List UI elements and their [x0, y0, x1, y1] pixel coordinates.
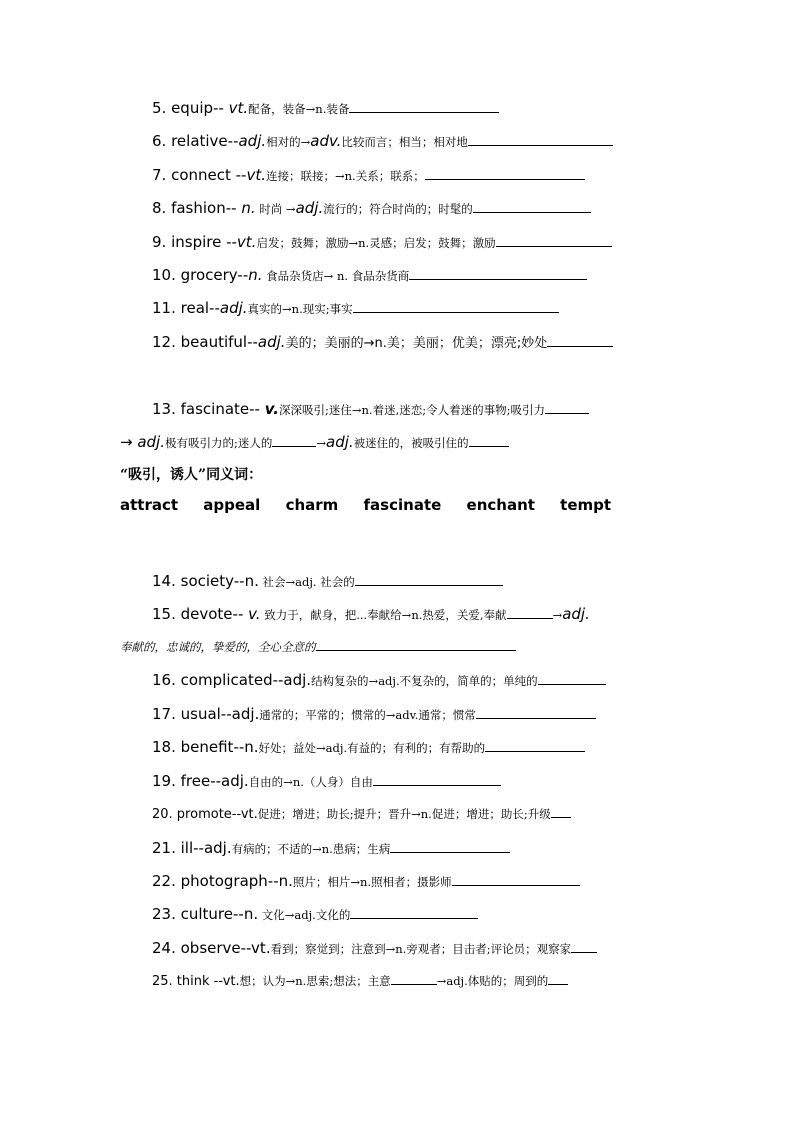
- entry-gloss-2: 流行的；符合时尚的；时髦的: [323, 202, 473, 216]
- synonym-word: appeal: [203, 496, 261, 514]
- entry-gloss: 有病的；不适的→n.患病；生病: [231, 842, 391, 856]
- synonym-word: charm: [285, 496, 339, 514]
- entry-benefit: [152, 737, 585, 758]
- answer-blank[interactable]: [425, 167, 585, 180]
- answer-blank[interactable]: [272, 434, 316, 447]
- entry-head: 5. equip--: [152, 99, 229, 117]
- entry-head: 17. usual--adj.: [152, 705, 260, 723]
- entry-head: 13. fascinate--: [152, 400, 265, 418]
- entry-head: 7. connect --: [152, 166, 247, 184]
- entry-pos: n.: [241, 199, 256, 217]
- entry-gloss: 极有吸引力的;迷人的: [165, 436, 273, 450]
- entry-gloss: 相对的→: [266, 135, 311, 149]
- entry-head: 16. complicated--adj.: [152, 671, 312, 689]
- entry-head: 11. real--: [152, 299, 220, 317]
- entry-gloss: 时尚 →: [255, 202, 296, 216]
- answer-blank[interactable]: [507, 606, 553, 619]
- answer-blank[interactable]: [476, 706, 596, 719]
- entry-gloss-2: 被迷住的，被吸引住的: [353, 436, 469, 450]
- entry-free: [152, 771, 501, 792]
- entry-fashion: [152, 198, 591, 219]
- entry-head: 12. beautiful--: [152, 333, 258, 351]
- entry-culture: [152, 904, 478, 925]
- entry-grocery: [152, 265, 587, 286]
- answer-blank[interactable]: [473, 200, 591, 213]
- answer-blank[interactable]: [547, 334, 613, 347]
- answer-blank[interactable]: [496, 234, 612, 247]
- entry-gloss: 配备，装备→n.装备: [248, 102, 350, 116]
- answer-blank[interactable]: [469, 434, 509, 447]
- entry-head: 22. photograph--n.: [152, 872, 293, 890]
- entry-gloss: 想；认为→n.思索;想法；主意: [239, 974, 391, 988]
- entry-pos: adj.: [219, 299, 248, 317]
- entry-gloss: 照片；相片→n.照相者；摄影师: [292, 875, 452, 889]
- answer-blank[interactable]: [485, 739, 585, 752]
- entry-head: 6. relative--: [152, 132, 239, 150]
- entry-real: [152, 298, 559, 319]
- entry-gloss-2: 比较而言；相当；相对地: [341, 135, 468, 149]
- entry-gloss: 看到；察觉到；注意到→n.旁观者；目击者;评论员；观察家: [270, 942, 572, 956]
- entry-connect: [152, 165, 585, 186]
- entry-head: →: [120, 433, 138, 451]
- answer-blank[interactable]: [316, 638, 516, 651]
- entry-promote: [152, 804, 571, 825]
- entry-gloss: 通常的；平常的；惯常的→adv.通常；惯常: [259, 708, 476, 722]
- entry-observe: [152, 938, 597, 959]
- entry-head: 25. think --vt.: [152, 974, 240, 989]
- entry-pos: adj.: [137, 433, 165, 451]
- entry-head: 18. benefit--n.: [152, 738, 259, 756]
- answer-blank[interactable]: [353, 300, 559, 313]
- answer-blank[interactable]: [391, 972, 437, 985]
- entry-relative: [152, 131, 613, 152]
- entry-gloss: 食品杂货店→ n. 食品杂货商: [262, 269, 410, 283]
- entry-gloss-2: →adj.体贴的；周到的: [436, 974, 549, 988]
- entry-head: 8. fashion--: [152, 199, 242, 217]
- entry-pos-2: adj.: [326, 433, 354, 451]
- synonym-word: attract: [120, 496, 179, 514]
- entry-gloss: 结构复杂的→adj.不复杂的，简单的；单纯的: [311, 674, 538, 688]
- entry-pos: v.: [248, 605, 261, 623]
- synonym-title: “吸引，诱人”同义词：: [120, 467, 263, 483]
- answer-blank[interactable]: [452, 873, 580, 886]
- entry-equip: [152, 98, 499, 119]
- entry-devote-cont: [120, 637, 516, 657]
- entry-head: 24. observe--vt.: [152, 939, 271, 957]
- entry-head: 15. devote--: [152, 605, 249, 623]
- entry-gloss: 深深吸引;迷住→n.着迷,迷恋;令人着迷的事物;吸引力: [279, 403, 545, 417]
- answer-blank[interactable]: [571, 940, 597, 953]
- synonym-list: [120, 496, 631, 514]
- entry-think: [152, 971, 568, 992]
- synonym-word: enchant: [466, 496, 535, 514]
- entry-gloss: 真实的→n.现实;事实: [247, 302, 353, 316]
- entry-gloss: 奉献的，忠诚的，挚爱的，全心全意的: [120, 640, 316, 654]
- entry-pos: adj.: [238, 132, 267, 150]
- entry-head: 9. inspire --: [152, 233, 237, 251]
- answer-blank[interactable]: [538, 672, 606, 685]
- answer-blank[interactable]: [350, 906, 478, 919]
- entry-gloss: 文化→adj.文化的: [258, 908, 351, 922]
- synonym-word: tempt: [560, 496, 612, 514]
- entry-gloss: 致力于，献身，把...奉献给→n.热爱，关爱,奉献: [260, 608, 507, 622]
- entry-pos: adj.: [257, 333, 286, 351]
- answer-blank[interactable]: [468, 133, 613, 146]
- entry-photograph: [152, 871, 580, 892]
- entry-complicated: [152, 670, 606, 691]
- answer-blank[interactable]: [409, 267, 587, 280]
- entry-gloss: 社会→adj. 社会的: [258, 575, 355, 589]
- entry-devote: 15. devote-- v. 致力于，献身，把...奉献给→n.热爱，关爱,奉献 →adj.: [152, 605, 590, 623]
- entry-usual: [152, 704, 596, 725]
- entry-pos-2: adv.: [310, 132, 342, 150]
- entry-pos: vt.: [228, 99, 249, 117]
- entry-head: 14. society--n.: [152, 572, 259, 590]
- entry-pos-2: adj.: [562, 605, 590, 623]
- entry-beautiful: [152, 332, 613, 354]
- entry-pos: vt.: [246, 166, 266, 184]
- entry-gloss: 美的；美丽的→n.美；美丽；优美；漂亮;妙处: [285, 336, 548, 351]
- answer-blank[interactable]: [551, 805, 571, 818]
- answer-blank[interactable]: [349, 100, 499, 113]
- entry-head: 10. grocery--: [152, 266, 249, 284]
- entry-head: 20. promote--vt.: [152, 807, 258, 822]
- entry-head: 19. free--adj.: [152, 772, 249, 790]
- entry-society: [152, 571, 503, 592]
- entry-ill: [152, 838, 510, 859]
- answer-blank[interactable]: [373, 773, 501, 786]
- entry-head: 21. ill--adj.: [152, 839, 232, 857]
- answer-blank[interactable]: [545, 401, 589, 414]
- entry-gloss: 自由的→n.（人身）自由: [248, 775, 373, 789]
- entry-pos: n.: [248, 266, 263, 284]
- entry-gloss: 好处；益处→adj.有益的；有利的；有帮助的: [258, 741, 486, 755]
- answer-blank[interactable]: [548, 972, 568, 985]
- entry-gloss: 连接；联接；→n.关系；联系；: [266, 169, 425, 183]
- answer-blank[interactable]: [390, 840, 510, 853]
- entry-gloss: 启发；鼓舞；激励→n.灵感；启发；鼓舞；激励: [256, 236, 496, 250]
- entry-gloss: 促进；增进；助长;提升；晋升→n.促进；增进；助长;升级: [257, 807, 551, 821]
- entry-fascinate-cont: → adj.极有吸引力的;迷人的 →adj.被迷住的，被吸引住的: [120, 432, 509, 453]
- entry-pos-2: adj.: [295, 199, 324, 217]
- entry-inspire: [152, 232, 612, 253]
- entry-head: 23. culture--n.: [152, 905, 259, 923]
- entry-pos: v.: [264, 400, 279, 418]
- entry-pos: vt.: [236, 233, 257, 251]
- answer-blank[interactable]: [355, 573, 503, 586]
- synonym-word: fascinate: [363, 496, 442, 514]
- entry-fascinate: [152, 399, 589, 420]
